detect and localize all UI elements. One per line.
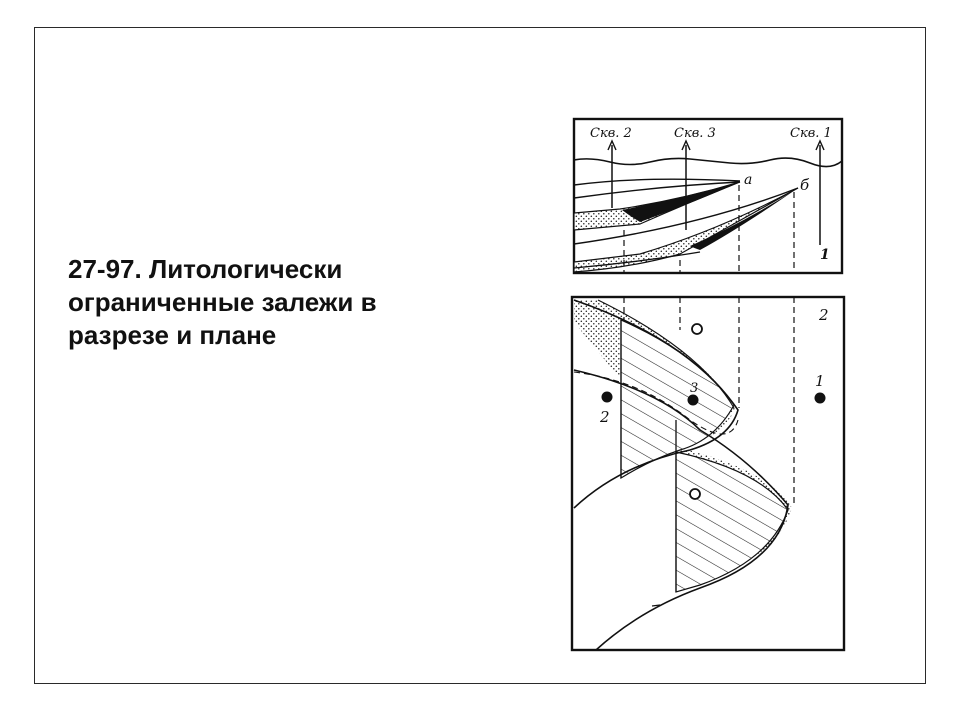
well-dry-marker bbox=[690, 489, 700, 499]
well-label-1: Скв. 1 bbox=[790, 126, 832, 141]
cross-section-panel bbox=[574, 119, 842, 273]
well-3-marker bbox=[688, 395, 699, 406]
section-panel-number: 1 bbox=[820, 247, 830, 263]
well-1-marker bbox=[815, 393, 826, 404]
slide-title: 27-97. Литологически ограниченные залежи в разрезе и плане bbox=[68, 254, 377, 350]
plan-panel-number: 2 bbox=[819, 306, 829, 324]
well-label-3: Скв. 3 bbox=[674, 126, 716, 141]
well-label-2: Скв. 2 bbox=[590, 126, 632, 141]
well-2-marker bbox=[602, 392, 613, 403]
plan-well-number-1: 1 bbox=[815, 372, 825, 390]
bed-label-b: б bbox=[800, 176, 810, 194]
plan-well-number-3: 3 bbox=[690, 381, 699, 396]
plan-well-number-2: 2 bbox=[600, 408, 610, 426]
section-frame bbox=[574, 119, 842, 273]
well-dry-marker bbox=[692, 324, 702, 334]
bed-label-a: а bbox=[744, 172, 753, 188]
plan-view-panel bbox=[572, 297, 844, 650]
